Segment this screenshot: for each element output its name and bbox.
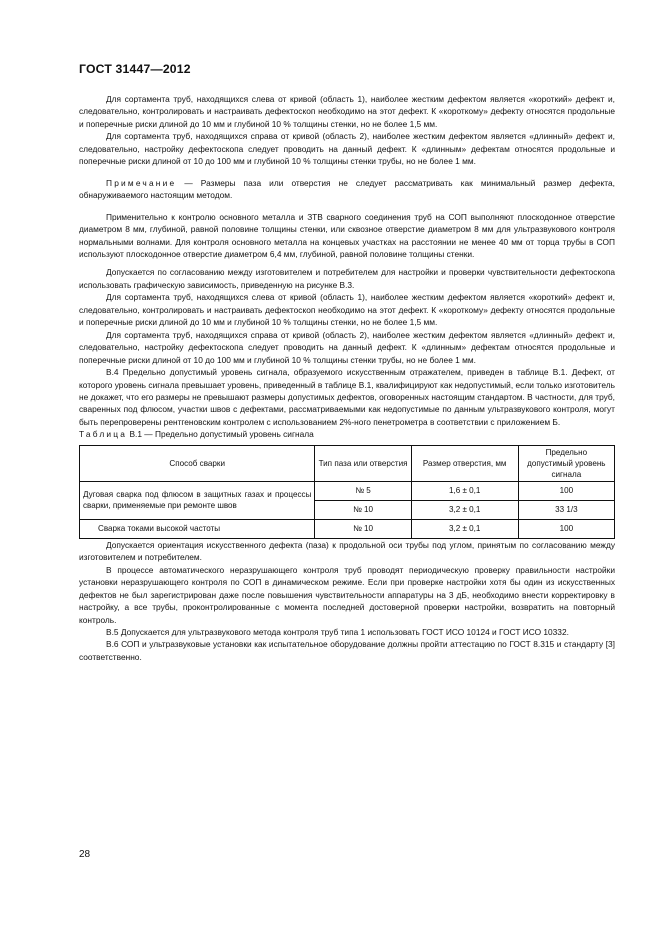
paragraph: Допускается ориентация искусственного дефекта (паза) к продольной оси трубы под углом, принятым по согласованию между изготовителем и потребителем.	[79, 539, 615, 563]
table-cell: 3,2 ± 0,1	[411, 519, 518, 538]
table-cell: 100	[518, 481, 614, 500]
table-cell: 33 1/3	[518, 500, 614, 519]
page-number: 28	[79, 849, 91, 860]
table-cell: № 10	[315, 519, 411, 538]
paragraph: В.4 Предельно допустимый уровень сигнала, образуемого искусственным отражателем, приведен в таблице В.1. Дефект, от которого уровень сигнала превышает уровень, приведенный в таблице В.1, квалифицируют как недопустимый, если только изготовитель не докажет, что его размеры не превышают размеры допустимых дефектов, оговоренных настоящим стандартом. В частности, для труб, сваренных под флюсом, участки швов с дефектами, рассматриваемыми как недопустимые по данным ультразвукового контроля, могут быть перепроверены рентгеновским контролем с использованием 2%-ного пенетрометра в соответствии с приложением Б.	[79, 367, 615, 427]
signal-level-table	[79, 445, 615, 539]
paragraph: Для сортамента труб, находящихся слева от кривой (область 1), наиболее жестким дефектом является «короткий» дефект и, следовательно, контролировать и настраивать дефектоскоп необходимо на этот дефект. К «короткому» дефекту относятся продольные и поперечные риски длиной до 10 мм и глубиной 10 % толщины стенки, но не более 1,5 мм.	[79, 292, 615, 328]
table-cell: № 5	[315, 481, 411, 500]
paragraph: Для сортамента труб, находящихся справа от кривой (область 2), наиболее жестким дефектом является «длинный» дефект и, следовательно, настройку дефектоскопа следует проводить на данный дефект. К «длинным» дефектам относятся продольные и поперечные риски длиной от 10 до 100 мм и глубиной 10 % толщины стенки трубы, но не более 1 мм.	[79, 131, 615, 167]
paragraph: В.5 Допускается для ультразвукового метода контроля труб типа 1 использовать ГОСТ ИСО 10124 и ГОСТ ИСО 10332.	[106, 626, 569, 637]
note	[79, 177, 615, 202]
table-caption-prefix: Таблица	[79, 429, 128, 440]
table-row	[80, 481, 615, 500]
paragraph: Применительно к контролю основного металла и ЗТВ сварного соединения труб на СОП выполняют плоскодонное отверстие диаметром 8 мм, глубиной, равной половине толщины стенки, или сквозное отверстие диаметром 8 мм для ультразвукового контроля нормальными волнами. Для контроля основного металла на концевых участках на расстоянии не менее 40 мм от торца трубы в СОП используют плоскодонное отверстие диаметром 6,4 мм, глубиной, равной половине толщины стенки.	[79, 211, 615, 259]
document-header: ГОСТ 31447—2012	[79, 62, 191, 76]
table-header-cell: Размер отверстия, мм	[411, 445, 518, 481]
paragraph: Допускается по согласованию между изготовителем и потребителем для настройки и проверки чувствительности дефектоскопа использовать графическую зависимость, приведенную на рисунке В.3.	[79, 267, 615, 290]
paragraph: Для сортамента труб, находящихся справа от кривой (область 2), наиболее жестким дефектом является «длинный» дефект и, следовательно, настройку дефектоскопа следует проводить на данный дефект. К «длинным» дефектам относятся продольные и поперечные риски длиной от 10 до 100 мм и глубиной 10 % толщины стенки трубы, но не более 1 мм.	[79, 329, 615, 365]
table-cell: 100	[518, 519, 614, 538]
document-body	[79, 93, 615, 663]
table-cell: 3,2 ± 0,1	[411, 500, 518, 519]
paragraph: В.6 СОП и ультразвуковые установки как испытательное оборудование должны пройти аттестацию по ГОСТ 8.315 и стандарту [3] соответственно.	[79, 639, 615, 662]
table-cell: № 10	[315, 500, 411, 519]
paragraph: Для сортамента труб, находящихся слева от кривой (область 1), наиболее жестким дефектом является «короткий» дефект и, следовательно, контролировать и настраивать дефектоскоп необходимо на этот дефект. К «короткому» дефекту относятся продольные и поперечные риски длиной до 10 мм и глубиной 10 % толщины стенки, но не более 1,5 мм.	[79, 94, 615, 129]
table-header-cell: Тип паза или отверстия	[315, 445, 411, 481]
table-header-cell: Предельно допустимый уровень сигнала	[518, 445, 614, 481]
table-caption-text: В.1 — Предельно допустимый уровень сигнала	[127, 429, 314, 440]
note-text: — Размеры паза или отверстия не следует рассматривать как минимальный размер дефекта, обнаруживаемого настоящим методом.	[79, 177, 615, 201]
table-row	[80, 519, 615, 538]
paragraph: В процессе автоматического неразрушающего контроля труб проводят периодическую проверку правильности настройки установки неразрушающего контроля по СОП в динамическом режиме. Если при проверке настройки хотя бы один из искусственных дефектов не был зарегистрирован даже после повышения чувствительности аппаратуры на 3 дБ, необходимо внести корректировку в настройку, а все трубы, проконтролированные с момента последней достоверной проверки настройки, возвратить на повторный контроль.	[79, 564, 615, 625]
table-cell: Дуговая сварка под флюсом в защитных газах и процессы сварки, применяемые при ремонте швов	[80, 481, 315, 519]
table-caption	[79, 428, 615, 440]
note-prefix: Примечание	[106, 177, 177, 188]
table-header-row	[80, 445, 615, 481]
table-header-cell: Способ сварки	[80, 445, 315, 481]
table-cell: Сварка токами высокой частоты	[80, 519, 315, 538]
table-cell: 1,6 ± 0,1	[411, 481, 518, 500]
